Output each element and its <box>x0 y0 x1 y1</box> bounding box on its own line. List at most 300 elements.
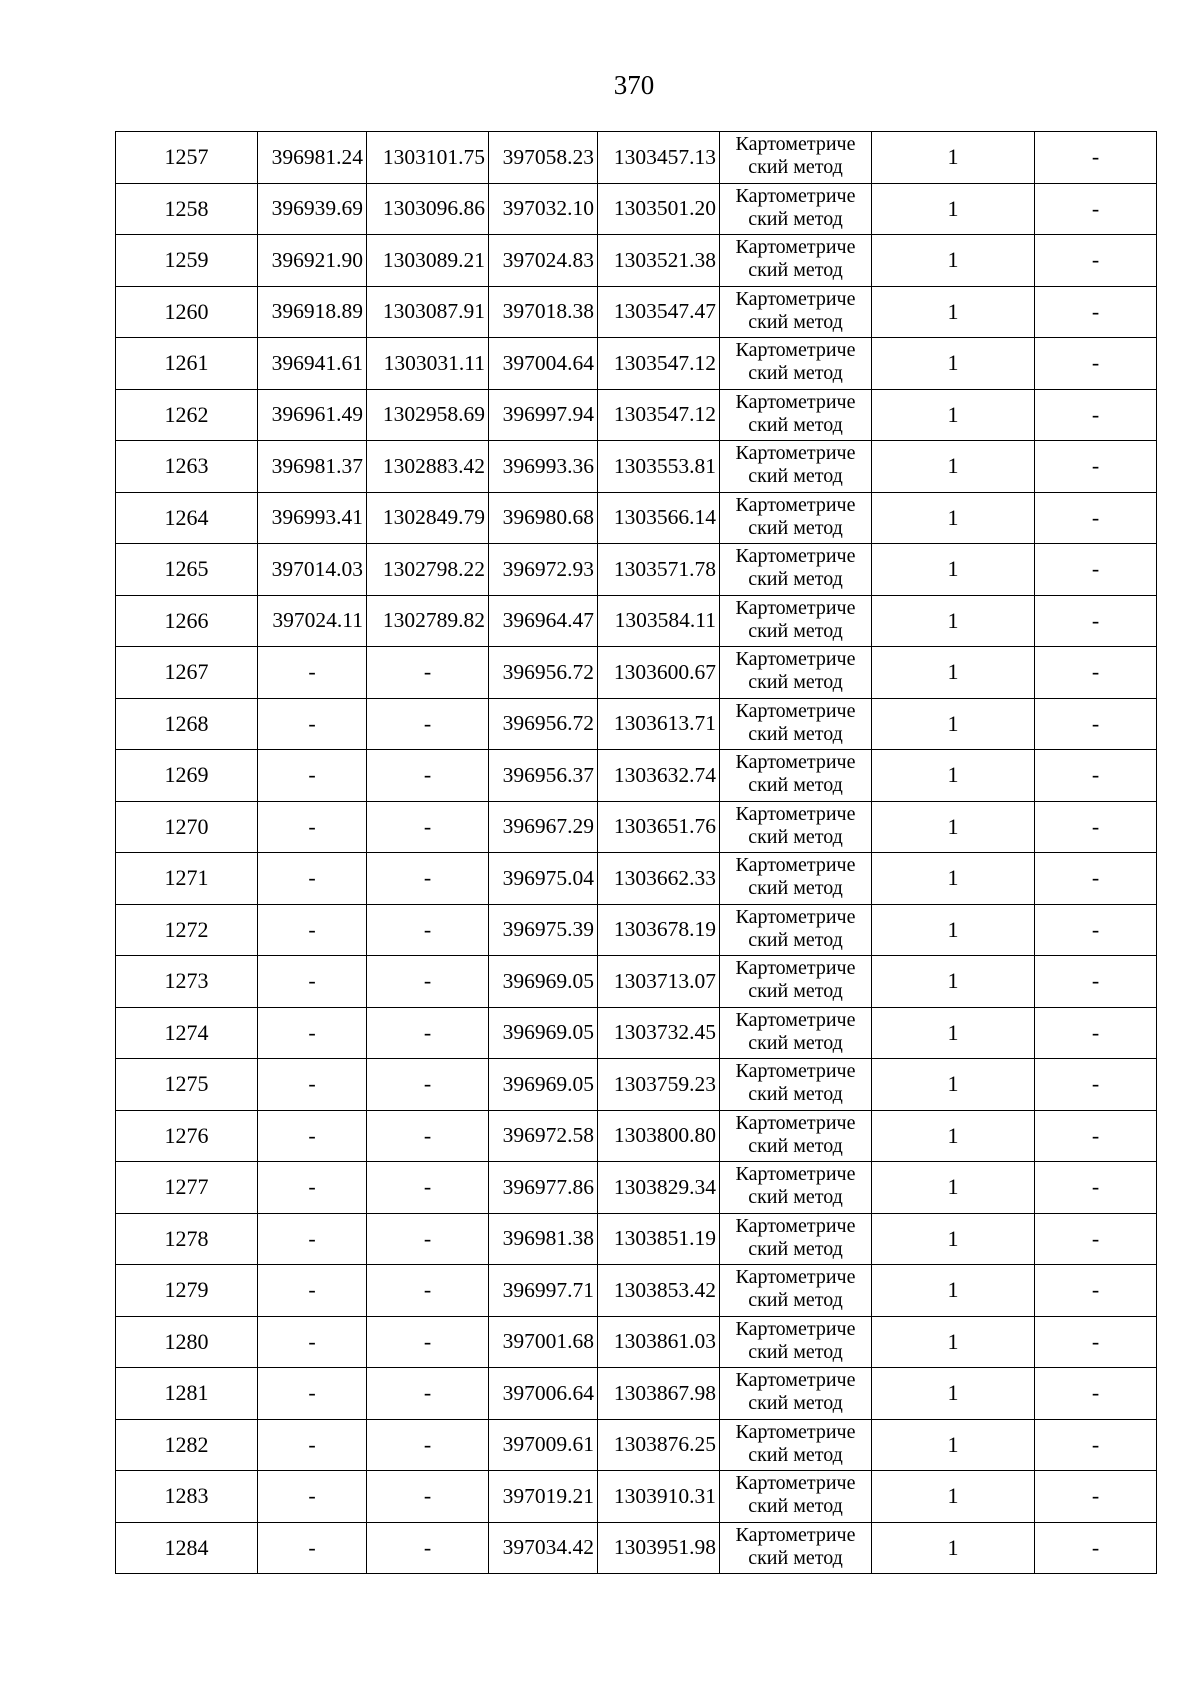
existing-x-cell: 396921.90 <box>258 235 367 287</box>
method-cell <box>720 1110 872 1162</box>
point-number-cell: 1280 <box>116 1316 258 1368</box>
new-y-cell: 1303867.98 <box>598 1368 720 1420</box>
accuracy-cell: 1 <box>872 1368 1035 1420</box>
new-y-cell: 1303547.12 <box>598 338 720 390</box>
table-row <box>116 801 1157 853</box>
point-number-cell: 1275 <box>116 1059 258 1111</box>
method-cell <box>720 1316 872 1368</box>
method-line-2: ский метод <box>748 1083 843 1105</box>
new-y-cell: 1303566.14 <box>598 492 720 544</box>
existing-y-cell: - <box>367 956 489 1008</box>
new-y-cell: 1303553.81 <box>598 441 720 493</box>
table-row <box>116 647 1157 699</box>
existing-x-cell: 396993.41 <box>258 492 367 544</box>
existing-x-cell: - <box>258 801 367 853</box>
method-cell <box>720 492 872 544</box>
method-line-2: ский метод <box>748 207 843 230</box>
method-line-1: Картометриче <box>735 442 856 464</box>
note-cell: - <box>1035 1522 1157 1574</box>
existing-x-cell: - <box>258 698 367 750</box>
existing-x-cell: - <box>258 853 367 905</box>
note-cell: - <box>1035 956 1157 1008</box>
accuracy-cell: 1 <box>872 1419 1035 1471</box>
method-line-1: Картометриче <box>735 905 856 928</box>
point-number-cell: 1258 <box>116 183 258 235</box>
existing-x-cell: - <box>258 1059 367 1111</box>
table-row <box>116 544 1157 596</box>
new-x-cell: 396980.68 <box>489 492 598 544</box>
new-y-cell: 1303800.80 <box>598 1110 720 1162</box>
new-y-cell: 1303613.71 <box>598 698 720 750</box>
new-x-cell: 396981.38 <box>489 1213 598 1265</box>
new-y-cell: 1303861.03 <box>598 1316 720 1368</box>
method-line-2: ский метод <box>748 671 843 693</box>
existing-y-cell: - <box>367 1368 489 1420</box>
note-cell: - <box>1035 1110 1157 1162</box>
table-row <box>116 956 1157 1008</box>
existing-y-cell: 1302958.69 <box>367 389 489 441</box>
method-line-1: Картометриче <box>735 1266 856 1288</box>
existing-x-cell: 396941.61 <box>258 338 367 390</box>
method-line-2: ский метод <box>748 310 843 333</box>
note-cell: - <box>1035 132 1157 184</box>
method-line-1: Картометриче <box>735 1163 856 1185</box>
existing-y-cell: - <box>367 1213 489 1265</box>
new-x-cell: 397001.68 <box>489 1316 598 1368</box>
method-line-2: ский метод <box>748 1546 843 1569</box>
method-cell <box>720 904 872 956</box>
accuracy-cell: 1 <box>872 1522 1035 1574</box>
new-x-cell: 396964.47 <box>489 595 598 647</box>
method-cell <box>720 1522 872 1574</box>
accuracy-cell: 1 <box>872 235 1035 287</box>
table-row <box>116 1162 1157 1214</box>
method-cell <box>720 441 872 493</box>
existing-y-cell: 1303087.91 <box>367 286 489 338</box>
method-line-2: ский метод <box>748 1237 843 1260</box>
method-line-2: ский метод <box>748 156 843 178</box>
existing-x-cell: 396961.49 <box>258 389 367 441</box>
note-cell: - <box>1035 1007 1157 1059</box>
existing-x-cell: 397024.11 <box>258 595 367 647</box>
accuracy-cell: 1 <box>872 492 1035 544</box>
existing-y-cell: - <box>367 1007 489 1059</box>
point-number-cell: 1265 <box>116 544 258 596</box>
table-row <box>116 389 1157 441</box>
new-y-cell: 1303951.98 <box>598 1522 720 1574</box>
method-cell <box>720 1213 872 1265</box>
point-number-cell: 1269 <box>116 750 258 802</box>
accuracy-cell: 1 <box>872 389 1035 441</box>
existing-y-cell: 1302849.79 <box>367 492 489 544</box>
point-number-cell: 1266 <box>116 595 258 647</box>
table-row <box>116 1110 1157 1162</box>
note-cell: - <box>1035 389 1157 441</box>
accuracy-cell: 1 <box>872 1162 1035 1214</box>
note-cell: - <box>1035 1213 1157 1265</box>
method-line-1: Картометриче <box>735 287 856 310</box>
note-cell: - <box>1035 1059 1157 1111</box>
method-line-1: Картометриче <box>735 236 856 258</box>
new-x-cell: 396977.86 <box>489 1162 598 1214</box>
method-line-1: Картометриче <box>735 854 856 876</box>
existing-y-cell: 1302798.22 <box>367 544 489 596</box>
existing-x-cell: - <box>258 904 367 956</box>
accuracy-cell: 1 <box>872 1265 1035 1317</box>
new-y-cell: 1303732.45 <box>598 1007 720 1059</box>
table-row <box>116 595 1157 647</box>
point-number-cell: 1268 <box>116 698 258 750</box>
existing-y-cell: - <box>367 750 489 802</box>
point-number-cell: 1272 <box>116 904 258 956</box>
existing-y-cell: - <box>367 1419 489 1471</box>
accuracy-cell: 1 <box>872 338 1035 390</box>
accuracy-cell: 1 <box>872 1007 1035 1059</box>
accuracy-cell: 1 <box>872 183 1035 235</box>
method-line-2: ский метод <box>748 1134 843 1157</box>
new-x-cell: 396975.39 <box>489 904 598 956</box>
note-cell: - <box>1035 235 1157 287</box>
existing-x-cell: - <box>258 1110 367 1162</box>
method-line-2: ский метод <box>748 1495 843 1517</box>
new-x-cell: 396993.36 <box>489 441 598 493</box>
existing-x-cell: 397014.03 <box>258 544 367 596</box>
method-line-1: Картометриче <box>735 184 856 207</box>
method-line-1: Картометриче <box>735 1060 856 1082</box>
accuracy-cell: 1 <box>872 647 1035 699</box>
new-x-cell: 397004.64 <box>489 338 598 390</box>
accuracy-cell: 1 <box>872 595 1035 647</box>
method-line-2: ский метод <box>748 568 843 590</box>
method-line-2: ский метод <box>748 877 843 899</box>
existing-x-cell: - <box>258 1368 367 1420</box>
new-y-cell: 1303632.74 <box>598 750 720 802</box>
method-cell <box>720 853 872 905</box>
method-cell <box>720 338 872 390</box>
table-row <box>116 1522 1157 1574</box>
new-x-cell: 396969.05 <box>489 1007 598 1059</box>
existing-y-cell: - <box>367 647 489 699</box>
point-number-cell: 1277 <box>116 1162 258 1214</box>
existing-x-cell: - <box>258 956 367 1008</box>
method-cell <box>720 1162 872 1214</box>
point-number-cell: 1271 <box>116 853 258 905</box>
method-cell <box>720 698 872 750</box>
existing-x-cell: 396918.89 <box>258 286 367 338</box>
new-y-cell: 1303521.38 <box>598 235 720 287</box>
new-y-cell: 1303851.19 <box>598 1213 720 1265</box>
note-cell: - <box>1035 1419 1157 1471</box>
new-x-cell: 397034.42 <box>489 1522 598 1574</box>
table-row <box>116 183 1157 235</box>
method-line-2: ский метод <box>748 928 843 951</box>
new-y-cell: 1303678.19 <box>598 904 720 956</box>
point-number-cell: 1260 <box>116 286 258 338</box>
note-cell: - <box>1035 441 1157 493</box>
point-number-cell: 1262 <box>116 389 258 441</box>
existing-y-cell: 1302789.82 <box>367 595 489 647</box>
method-line-2: ский метод <box>748 825 843 848</box>
note-cell: - <box>1035 544 1157 596</box>
method-cell <box>720 750 872 802</box>
new-y-cell: 1303910.31 <box>598 1471 720 1523</box>
table-row <box>116 492 1157 544</box>
new-x-cell: 396956.72 <box>489 698 598 750</box>
existing-x-cell: - <box>258 1316 367 1368</box>
method-line-2: ский метод <box>748 413 843 436</box>
method-line-2: ский метод <box>748 774 843 796</box>
accuracy-cell: 1 <box>872 853 1035 905</box>
point-number-cell: 1270 <box>116 801 258 853</box>
accuracy-cell: 1 <box>872 1110 1035 1162</box>
note-cell: - <box>1035 1316 1157 1368</box>
existing-y-cell: - <box>367 1110 489 1162</box>
table-row <box>116 338 1157 390</box>
method-cell <box>720 132 872 184</box>
new-y-cell: 1303662.33 <box>598 853 720 905</box>
method-line-2: ский метод <box>748 516 843 539</box>
note-cell: - <box>1035 801 1157 853</box>
new-x-cell: 396975.04 <box>489 853 598 905</box>
method-line-1: Картометриче <box>735 1523 856 1546</box>
new-y-cell: 1303584.11 <box>598 595 720 647</box>
existing-y-cell: - <box>367 1471 489 1523</box>
table-row <box>116 1368 1157 1420</box>
method-line-1: Картометриче <box>735 1420 856 1443</box>
new-y-cell: 1303457.13 <box>598 132 720 184</box>
existing-y-cell: - <box>367 1059 489 1111</box>
existing-x-cell: - <box>258 1162 367 1214</box>
method-line-1: Картометриче <box>735 751 856 773</box>
new-x-cell: 397009.61 <box>489 1419 598 1471</box>
method-line-1: Картометриче <box>735 1317 856 1340</box>
new-y-cell: 1303600.67 <box>598 647 720 699</box>
point-number-cell: 1278 <box>116 1213 258 1265</box>
new-y-cell: 1303759.23 <box>598 1059 720 1111</box>
table-row <box>116 132 1157 184</box>
point-number-cell: 1281 <box>116 1368 258 1420</box>
note-cell: - <box>1035 904 1157 956</box>
note-cell: - <box>1035 183 1157 235</box>
existing-y-cell: - <box>367 1162 489 1214</box>
table-body <box>116 132 1157 1574</box>
note-cell: - <box>1035 338 1157 390</box>
method-line-2: ский метод <box>748 1392 843 1414</box>
existing-y-cell: - <box>367 1522 489 1574</box>
page-number: 370 <box>613 70 655 100</box>
existing-y-cell: - <box>367 904 489 956</box>
method-cell <box>720 183 872 235</box>
accuracy-cell: 1 <box>872 441 1035 493</box>
method-line-2: ский метод <box>748 1186 843 1208</box>
method-line-1: Картометриче <box>735 1472 856 1494</box>
note-cell: - <box>1035 1162 1157 1214</box>
method-cell <box>720 1471 872 1523</box>
new-y-cell: 1303853.42 <box>598 1265 720 1317</box>
method-line-2: ский метод <box>748 362 843 384</box>
existing-y-cell: 1303101.75 <box>367 132 489 184</box>
existing-x-cell: - <box>258 1213 367 1265</box>
method-line-2: ский метод <box>748 619 843 642</box>
note-cell: - <box>1035 1471 1157 1523</box>
new-x-cell: 396997.71 <box>489 1265 598 1317</box>
existing-y-cell: 1303089.21 <box>367 235 489 287</box>
table-row <box>116 1213 1157 1265</box>
method-line-2: ский метод <box>748 1289 843 1311</box>
note-cell: - <box>1035 595 1157 647</box>
method-line-1: Картометриче <box>735 390 856 413</box>
method-line-1: Картометриче <box>735 133 856 155</box>
method-cell <box>720 286 872 338</box>
accuracy-cell: 1 <box>872 1059 1035 1111</box>
existing-x-cell: - <box>258 750 367 802</box>
point-number-cell: 1263 <box>116 441 258 493</box>
existing-x-cell: - <box>258 1522 367 1574</box>
existing-y-cell: - <box>367 1265 489 1317</box>
method-cell <box>720 956 872 1008</box>
existing-x-cell: - <box>258 1419 367 1471</box>
new-y-cell: 1303547.12 <box>598 389 720 441</box>
method-line-2: ский метод <box>748 1340 843 1363</box>
accuracy-cell: 1 <box>872 1213 1035 1265</box>
existing-y-cell: - <box>367 801 489 853</box>
method-cell <box>720 647 872 699</box>
table-row <box>116 286 1157 338</box>
method-cell <box>720 801 872 853</box>
table-row <box>116 853 1157 905</box>
method-line-1: Картометриче <box>735 957 856 979</box>
method-cell <box>720 595 872 647</box>
point-number-cell: 1267 <box>116 647 258 699</box>
existing-y-cell: 1303031.11 <box>367 338 489 390</box>
new-x-cell: 397006.64 <box>489 1368 598 1420</box>
existing-x-cell: 396939.69 <box>258 183 367 235</box>
accuracy-cell: 1 <box>872 750 1035 802</box>
new-x-cell: 396956.72 <box>489 647 598 699</box>
method-cell <box>720 1265 872 1317</box>
method-line-2: ский метод <box>748 1031 843 1054</box>
note-cell: - <box>1035 647 1157 699</box>
new-x-cell: 396969.05 <box>489 956 598 1008</box>
method-line-1: Картометриче <box>735 1369 856 1391</box>
method-line-2: ский метод <box>748 722 843 745</box>
method-line-2: ский метод <box>748 259 843 281</box>
method-line-1: Картометриче <box>735 596 856 619</box>
table-row <box>116 904 1157 956</box>
new-x-cell: 397018.38 <box>489 286 598 338</box>
note-cell: - <box>1035 492 1157 544</box>
coordinates-table <box>115 131 1157 1574</box>
method-cell <box>720 1007 872 1059</box>
note-cell: - <box>1035 698 1157 750</box>
accuracy-cell: 1 <box>872 286 1035 338</box>
method-line-1: Картометриче <box>735 648 856 670</box>
existing-y-cell: - <box>367 853 489 905</box>
point-number-cell: 1274 <box>116 1007 258 1059</box>
note-cell: - <box>1035 750 1157 802</box>
existing-x-cell: - <box>258 1471 367 1523</box>
point-number-cell: 1273 <box>116 956 258 1008</box>
method-cell <box>720 1059 872 1111</box>
new-y-cell: 1303713.07 <box>598 956 720 1008</box>
method-line-1: Картометриче <box>735 493 856 516</box>
table-row <box>116 1265 1157 1317</box>
accuracy-cell: 1 <box>872 132 1035 184</box>
method-line-1: Картометриче <box>735 339 856 361</box>
new-x-cell: 396956.37 <box>489 750 598 802</box>
table-row <box>116 1059 1157 1111</box>
note-cell: - <box>1035 1265 1157 1317</box>
method-cell <box>720 1368 872 1420</box>
existing-y-cell: 1303096.86 <box>367 183 489 235</box>
method-line-2: ский метод <box>748 980 843 1002</box>
method-line-1: Картометриче <box>735 1008 856 1031</box>
new-y-cell: 1303876.25 <box>598 1419 720 1471</box>
point-number-cell: 1259 <box>116 235 258 287</box>
new-y-cell: 1303571.78 <box>598 544 720 596</box>
accuracy-cell: 1 <box>872 956 1035 1008</box>
existing-x-cell: 396981.37 <box>258 441 367 493</box>
method-line-2: ский метод <box>748 465 843 487</box>
table-row <box>116 1419 1157 1471</box>
new-x-cell: 397032.10 <box>489 183 598 235</box>
accuracy-cell: 1 <box>872 904 1035 956</box>
existing-x-cell: 396981.24 <box>258 132 367 184</box>
point-number-cell: 1276 <box>116 1110 258 1162</box>
note-cell: - <box>1035 853 1157 905</box>
existing-y-cell: 1302883.42 <box>367 441 489 493</box>
accuracy-cell: 1 <box>872 801 1035 853</box>
point-number-cell: 1283 <box>116 1471 258 1523</box>
existing-x-cell: - <box>258 1007 367 1059</box>
point-number-cell: 1264 <box>116 492 258 544</box>
table-row <box>116 1316 1157 1368</box>
point-number-cell: 1261 <box>116 338 258 390</box>
point-number-cell: 1284 <box>116 1522 258 1574</box>
new-x-cell: 396997.94 <box>489 389 598 441</box>
accuracy-cell: 1 <box>872 544 1035 596</box>
method-cell <box>720 544 872 596</box>
accuracy-cell: 1 <box>872 1316 1035 1368</box>
note-cell: - <box>1035 286 1157 338</box>
method-line-1: Картометриче <box>735 545 856 567</box>
table-row <box>116 1007 1157 1059</box>
new-x-cell: 396967.29 <box>489 801 598 853</box>
existing-x-cell: - <box>258 647 367 699</box>
method-cell <box>720 235 872 287</box>
existing-y-cell: - <box>367 698 489 750</box>
table-row <box>116 698 1157 750</box>
method-line-1: Картометриче <box>735 1111 856 1134</box>
table-row <box>116 441 1157 493</box>
new-y-cell: 1303547.47 <box>598 286 720 338</box>
point-number-cell: 1257 <box>116 132 258 184</box>
existing-y-cell: - <box>367 1316 489 1368</box>
table-row <box>116 235 1157 287</box>
new-x-cell: 396969.05 <box>489 1059 598 1111</box>
new-y-cell: 1303651.76 <box>598 801 720 853</box>
method-cell <box>720 1419 872 1471</box>
table-row <box>116 750 1157 802</box>
new-x-cell: 396972.58 <box>489 1110 598 1162</box>
method-line-1: Картометриче <box>735 1214 856 1237</box>
method-cell <box>720 389 872 441</box>
accuracy-cell: 1 <box>872 1471 1035 1523</box>
new-x-cell: 397019.21 <box>489 1471 598 1523</box>
existing-x-cell: - <box>258 1265 367 1317</box>
point-number-cell: 1279 <box>116 1265 258 1317</box>
new-x-cell: 397058.23 <box>489 132 598 184</box>
